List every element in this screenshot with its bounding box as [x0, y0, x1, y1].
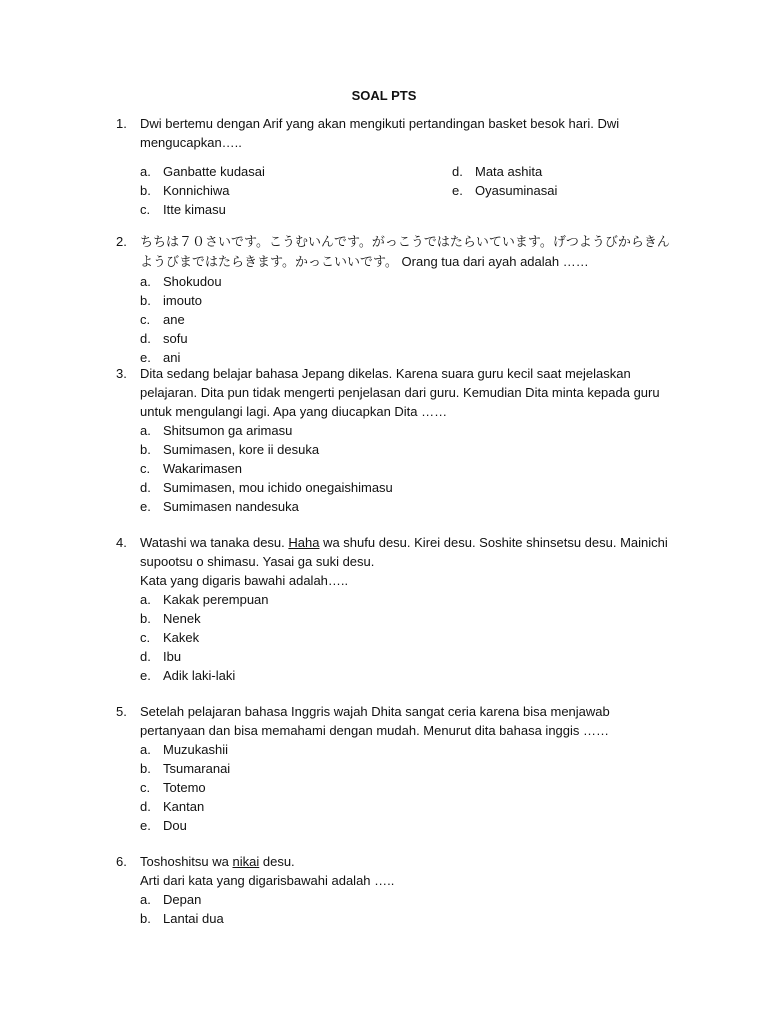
question-4	[116, 533, 676, 685]
option-a: a. Kakak perempuan	[140, 592, 269, 607]
option-b: b. imouto	[140, 293, 203, 308]
option-b: b. Konnichiwa	[140, 183, 230, 198]
question-6-options	[116, 890, 676, 928]
question-3	[116, 364, 676, 516]
option-a: a. Ganbatte kudasai	[140, 164, 265, 179]
option-c: c. Totemo	[140, 780, 206, 795]
question-1-options	[116, 162, 676, 219]
question-5-stem	[116, 702, 676, 740]
option-e: e. ani	[140, 350, 181, 365]
option-c: c. Itte kimasu	[140, 202, 226, 217]
question-3-stem	[116, 364, 676, 421]
options-column-right	[452, 162, 652, 200]
option-b: b. Nenek	[140, 611, 201, 626]
option-a: a. Muzukashii	[140, 742, 229, 757]
question-text: Orang tua dari ayah adalah ……	[401, 254, 589, 269]
question-6-stem	[116, 852, 676, 890]
question-text: Dita sedang belajar bahasa Jepang dikelas. Karena suara guru kecil saat mejelaskan pelajaran. Dita pun tidak mengerti penjelasan dari guru. Kemudian Dita minta kepada guru untuk mengulangi lagi. Apa yang diucapkan Dita ……	[140, 366, 660, 419]
question-number: 6.	[116, 854, 127, 869]
question-text: Setelah pelajaran bahasa Inggris wajah Dhita sangat ceria karena bisa menjawab pertanyaan dan bisa memahami dengan mudah. Menurut dita bahasa inggis ……	[140, 704, 610, 738]
document-title: SOAL PTS	[351, 88, 417, 103]
option-b: b. Tsumaranai	[140, 761, 231, 776]
question-text: Watashi wa tanaka desu.	[140, 535, 289, 550]
options-column-left	[140, 162, 452, 219]
question-text-continued: wa shufu desu. Kirei desu. Soshite shinsetsu desu. Mainichi supootsu o shimasu. Yasai ga suki desu.	[140, 535, 668, 569]
question-text-japanese: ちちは７０さいです。こうむいんです。がっこうではたらいています。げつようびからきんようびまではたらきます。かっこいいです。	[140, 235, 670, 270]
question-4-options	[116, 590, 676, 685]
question-6	[116, 852, 676, 928]
question-number: 1.	[116, 116, 127, 131]
option-b: b. Lantai dua	[140, 911, 224, 926]
option-b: b. Sumimasen, kore ii desuka	[140, 442, 320, 457]
question-5	[116, 702, 676, 835]
option-e: e. Dou	[140, 818, 187, 833]
option-d: d. Mata ashita	[452, 164, 543, 179]
question-3-options	[116, 421, 676, 516]
question-text-continued: desu.	[259, 854, 295, 869]
option-e: e. Adik laki-laki	[140, 668, 236, 683]
question-2	[116, 232, 676, 367]
question-2-options	[116, 272, 676, 367]
option-d: d. sofu	[140, 331, 188, 346]
question-number: 2.	[116, 234, 127, 249]
question-1	[116, 114, 676, 219]
option-e: e. Sumimasen nandesuka	[140, 499, 299, 514]
option-c: c. Wakarimasen	[140, 461, 242, 476]
question-number: 4.	[116, 535, 127, 550]
question-text: Toshoshitsu wa	[140, 854, 233, 869]
option-a: a. Depan	[140, 892, 202, 907]
option-c: c. ane	[140, 312, 185, 327]
option-d: d. Kantan	[140, 799, 205, 814]
underlined-word: Haha	[288, 535, 320, 550]
question-text: Dwi bertemu dengan Arif yang akan mengikuti pertandingan basket besok hari. Dwi mengucapkan…..	[140, 116, 620, 150]
question-number: 5.	[116, 704, 127, 719]
option-a: a. Shokudou	[140, 274, 222, 289]
question-instruction: Arti dari kata yang digarisbawahi adalah …..	[140, 873, 395, 888]
option-d: d. Sumimasen, mou ichido onegaishimasu	[140, 480, 393, 495]
question-1-stem	[116, 114, 676, 152]
question-2-stem	[116, 232, 676, 272]
question-4-stem	[116, 533, 676, 590]
option-a: a. Shitsumon ga arimasu	[140, 423, 293, 438]
question-5-options	[116, 740, 676, 835]
option-e: e. Oyasuminasai	[452, 183, 558, 198]
question-instruction: Kata yang digaris bawahi adalah…..	[140, 573, 349, 588]
question-number: 3.	[116, 366, 127, 381]
option-d: d. Ibu	[140, 649, 182, 664]
option-c: c. Kakek	[140, 630, 200, 645]
underlined-word: nikai	[232, 854, 260, 869]
